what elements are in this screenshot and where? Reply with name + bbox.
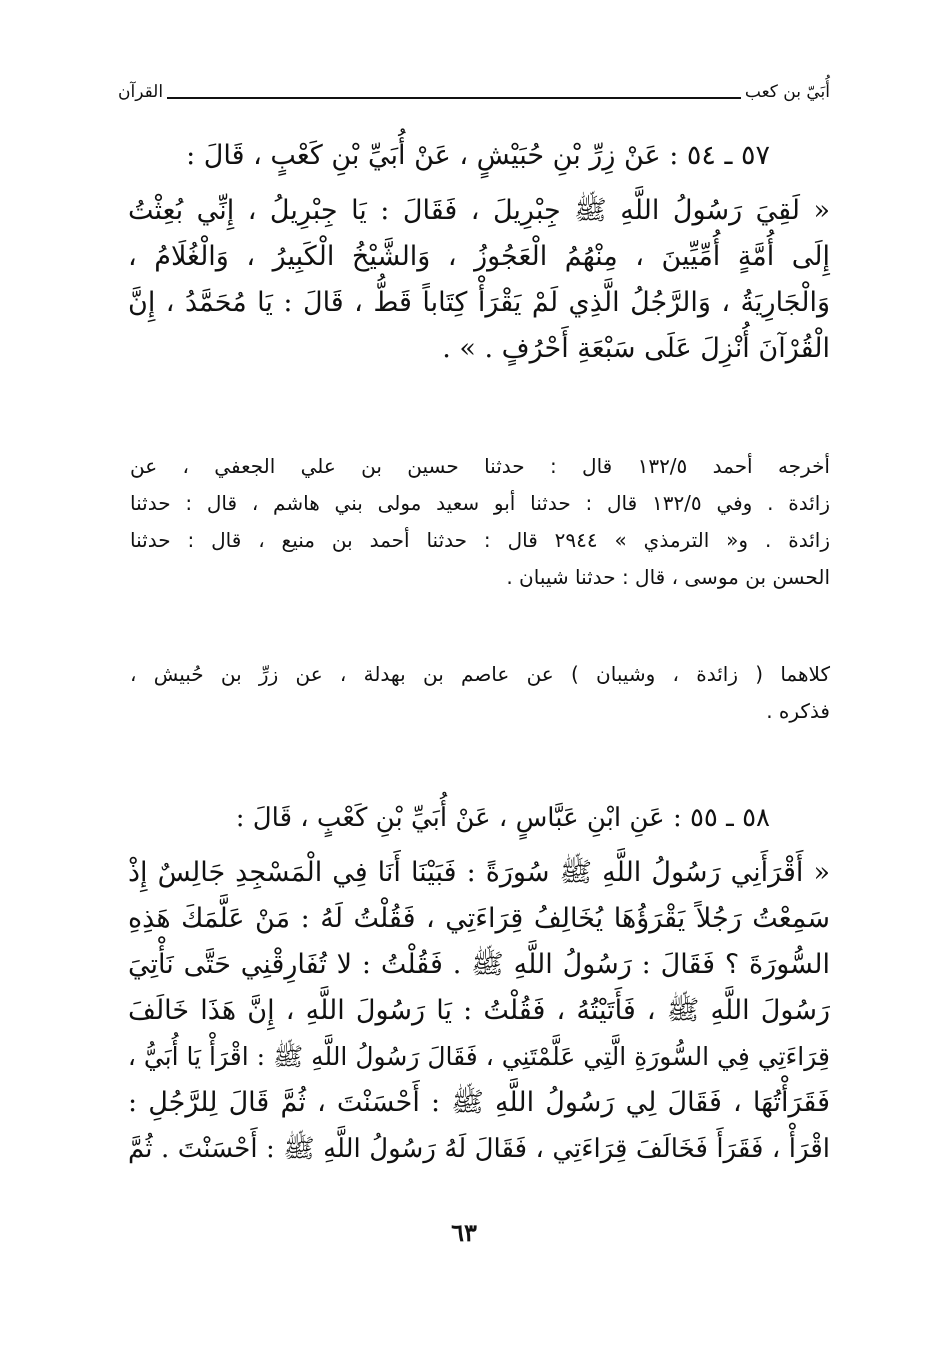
hadith-1-heading: ٥٧ ـ ٥٤ : عَنْ زِرِّ بْنِ حُبَيْشٍ ، عَنْ أُبَيِّ بْنِ كَعْبٍ ، قَالَ : [186,140,770,171]
header-section-title: القرآن [118,82,164,102]
note-line: الحسن بن موسى ، قال : حدثنا شيبان . [506,565,830,589]
hadith-2-line: رَسُولَ اللَّهِ ﷺ ، فَأَتَيْتُهُ ، فَقُلْتُ : يَا رَسُولَ اللَّهِ ، إِنَّ هَذَا خَالَفَ [128,995,830,1026]
hadith-1-line: إِلَى أُمَّةٍ أُمِّيِّينَ ، مِنْهُمُ الْعَجُوزُ ، وَالشَّيْخُ الْكَبِيرُ ، وَالْغُلَامُ ، [128,241,830,272]
takhrij-note-2 [130,656,830,730]
hadith-1-line: الْقُرْآنَ أُنْزِلَ عَلَى سَبْعَةِ أَحْرُفٍ . » . [442,333,830,364]
hadith-1-line: وَالْجَارِيَةُ ، وَالرَّجُلُ الَّذِي لَمْ يَقْرَأْ كِتَاباً قَطُّ ، قَالَ : يَا مُحَمَّدُ ، إِنَّ [128,287,830,318]
hadith-1-text [128,188,830,372]
note-line: فذكره . [766,699,830,723]
page-number: ٦٣ [451,1218,477,1247]
hadith-2-heading: ٥٨ ـ ٥٥ : عَنِ ابْنِ عَبَّاسٍ ، عَنْ أُبَيِّ بْنِ كَعْبٍ ، قَالَ : [235,803,770,833]
header-rule [167,85,741,99]
hadith-2-line: قِرَاءَتِي فِي السُّورَةِ الَّتِي عَلَّمْتَنِي ، فَقَالَ رَسُولُ اللَّهِ ﷺ : اقْرَأْ يَا أُبَيُّ ، [127,1042,830,1071]
note-line: زائدة . و« الترمذي » ٢٩٤٤ قال : حدثنا أحمد بن منيع ، قال : حدثنا [130,528,830,552]
hadith-2-line: اقْرَأْ ، فَقَرَأَ فَخَالَفَ قِرَاءَتِي ، فَقَالَ لَهُ رَسُولُ اللَّهِ ﷺ : أَحْسَنْتَ . ثُمَّ [128,1134,830,1164]
hadith-1-line: « لَقِيَ رَسُولُ اللَّهِ ﷺ جِبْرِيلَ ، فَقَالَ : يَا جِبْرِيلُ ، إِنِّي بُعِثْتُ [128,195,830,226]
running-header [118,78,830,106]
takhrij-note-1 [130,448,830,596]
note-line: أخرجه أحمد ١٣٢/٥ قال : حدثنا حسين بن علي الجعفي ، عن [130,454,830,478]
hadith-2-line: « أَقْرَأَنِي رَسُولُ اللَّهِ ﷺ سُورَةً : فَبَيْنَا أَنَا فِي الْمَسْجِدِ جَالِسٌ إِذْ [128,857,830,888]
hadith-2-line: فَقَرَأْتُهَا ، فَقَالَ لِي رَسُولُ اللَّهِ ﷺ : أَحْسَنْتَ ، ثُمَّ قَالَ لِلرَّجُلِ : [128,1087,830,1118]
note-line: كلاهما ( زائدة ، وشيبان ) عن عاصم بن بهدلة ، عن زرِّ بن حُبيش ، [130,662,830,686]
hadith-2-line: سَمِعْتُ رَجُلاً يَقْرَؤُهَا يُخَالِفُ قِرَاءَتِي ، فَقُلْتُ لَهُ : مَنْ عَلَّمَكَ هَذِهِ [128,903,830,934]
hadith-2-text [128,850,830,1172]
note-line: زائدة . وفي ١٣٢/٥ قال : حدثنا أبو سعيد مولى بني هاشم ، قال : حدثنا [130,491,831,515]
header-chapter-title: أُبَيّ بن كعب [744,82,830,102]
hadith-2-line: السُّورَةَ ؟ فَقَالَ : رَسُولُ اللَّهِ ﷺ . فَقُلْتُ : لا تُفَارِقْنِي حَتَّى نَأْتِيَ [128,949,830,980]
